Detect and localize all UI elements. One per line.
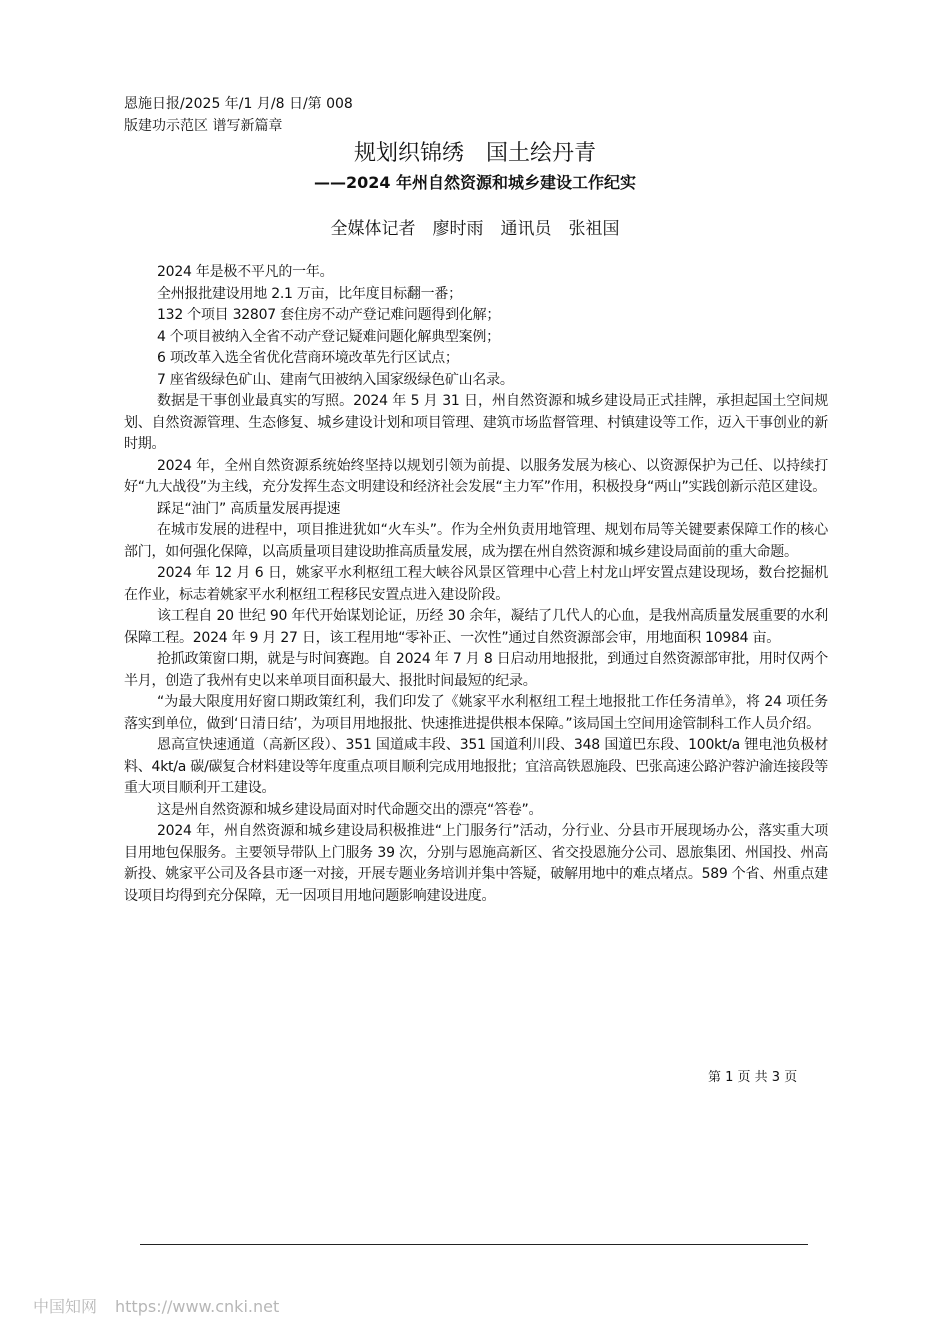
- paragraph: 2024 年，全州自然资源系统始终坚持以规划引领为前提、以服务发展为核心、以资源保护为己任、以持续打好“九大战役”为主线，充分发挥生态文明建设和经济社会发展“主力军”作用，积极投身“两山”实践创新示范区建设。: [124, 457, 828, 495]
- paragraph: 2024 年 12 月 6 日，姚家平水利枢纽工程大峡谷风景区管理中心营上村龙山坪安置点建设现场，数台挖掘机在作业，标志着姚家平水利枢纽工程移民安置点进入建设阶段。: [124, 565, 828, 603]
- paragraph: 132 个项目 32807 套住房不动产登记难问题得到化解；: [157, 307, 501, 323]
- section-line: 版建功示范区 谱写新篇章: [124, 118, 283, 134]
- paragraph: 2024 年，州自然资源和城乡建设局积极推进“上门服务行”活动，分行业、分县市开展现场办公，落实重大项目用地包保服务。主要领导带队上门服务 39 次，分别与恩施高新区、省交投恩施分公司、恩旅集团、州国投、州高新投、姚家平公司及各县市逐一对接，开展专题业务培训并集中答疑，破解用地中的难点堵点。589 个省、州重点建设项目均得到充分保障，无一因项目用地问题影响建设进度。: [124, 823, 828, 904]
- footer-divider: [140, 1244, 808, 1245]
- paragraph: 恩高宣快速通道（高新区段）、351 国道咸丰段、351 国道利川段、348 国道巴东段、100kt/a 锂电池负极材料、4kt/a 碳/碳复合材料建设等年度重点项目顺利完成用地报批；宜涪高铁恩施段、巴张高速公路沪蓉沪渝连接段等重大项目顺利开工建设。: [124, 737, 828, 796]
- paragraph: 数据是干事创业最真实的写照。2024 年 5 月 31 日，州自然资源和城乡建设局正式挂牌，承担起国土空间规划、自然资源管理、生态修复、城乡建设计划和项目管理、建筑市场监督管理、村镇建设等工作，迈入干事创业的新时期。: [124, 393, 828, 452]
- article-body: [124, 262, 828, 907]
- paragraph: 在城市发展的进程中，项目推进犹如“火车头”。作为全州负责用地管理、规划布局等关键要素保障工作的核心部门，如何强化保障，以高质量项目建设助推高质量发展，成为摆在州自然资源和城乡建设局面前的重大命题。: [124, 522, 828, 560]
- paragraph: 这是州自然资源和城乡建设局面对时代命题交出的漂亮“答卷”。: [157, 801, 543, 818]
- paragraph: 该工程自 20 世纪 90 年代开始谋划论证，历经 30 余年，凝结了几代人的心血，是我州高质量发展重要的水利保障工程。2024 年 9 月 27 日，该工程用地“零补正、一次性”通过自然资源部会审，用地面积 10984 亩。: [124, 608, 828, 646]
- paragraph: 4 个项目被纳入全省不动产登记疑难问题化解典型案例；: [157, 328, 500, 345]
- article-title: 规划织锦绣 国土绘丹青: [353, 141, 596, 166]
- paragraph: 2024 年是极不平凡的一年。: [157, 264, 334, 280]
- paragraph: 全州报批建设用地 2.1 万亩，比年度目标翻一番；: [157, 285, 462, 302]
- article-byline: 全媒体记者 廖时雨 通讯员 张祖国: [330, 219, 620, 239]
- article-subtitle: ——2024 年州自然资源和城乡建设工作纪实: [313, 173, 637, 192]
- section-heading: 踩足“油门” 高质量发展再提速: [157, 500, 341, 517]
- paragraph: “为最大限度用好窗口期政策红利，我们印发了《姚家平水利枢纽工程土地报批工作任务清单》，将 24 项任务落实到单位，做到‘日清日结’，为项目用地报批、快速推进提供根本保障。”该局国土空间用途管制科工作人员介绍。: [124, 694, 828, 732]
- source-line: 恩施日报/2025 年/1 月/8 日/第 008: [124, 96, 353, 112]
- watermark-brand: 中国知网: [33, 1297, 98, 1316]
- paragraph: 7 座省级绿色矿山、建南气田被纳入国家级绿色矿山名录。: [157, 371, 514, 388]
- watermark-url: https://www.cnki.net: [115, 1297, 280, 1316]
- paragraph: 6 项改革入选全省优化营商环境改革先行区试点；: [157, 350, 459, 366]
- paragraph: 抢抓政策窗口期，就是与时间赛跑。自 2024 年 7 月 8 日启动用地报批，到通过自然资源部审批，用时仅两个半月，创造了我州有史以来单项目面积最大、报批时间最短的纪录。: [124, 651, 828, 689]
- page-indicator: 第 1 页 共 3 页: [708, 1070, 798, 1085]
- cnki-watermark: [33, 1296, 297, 1318]
